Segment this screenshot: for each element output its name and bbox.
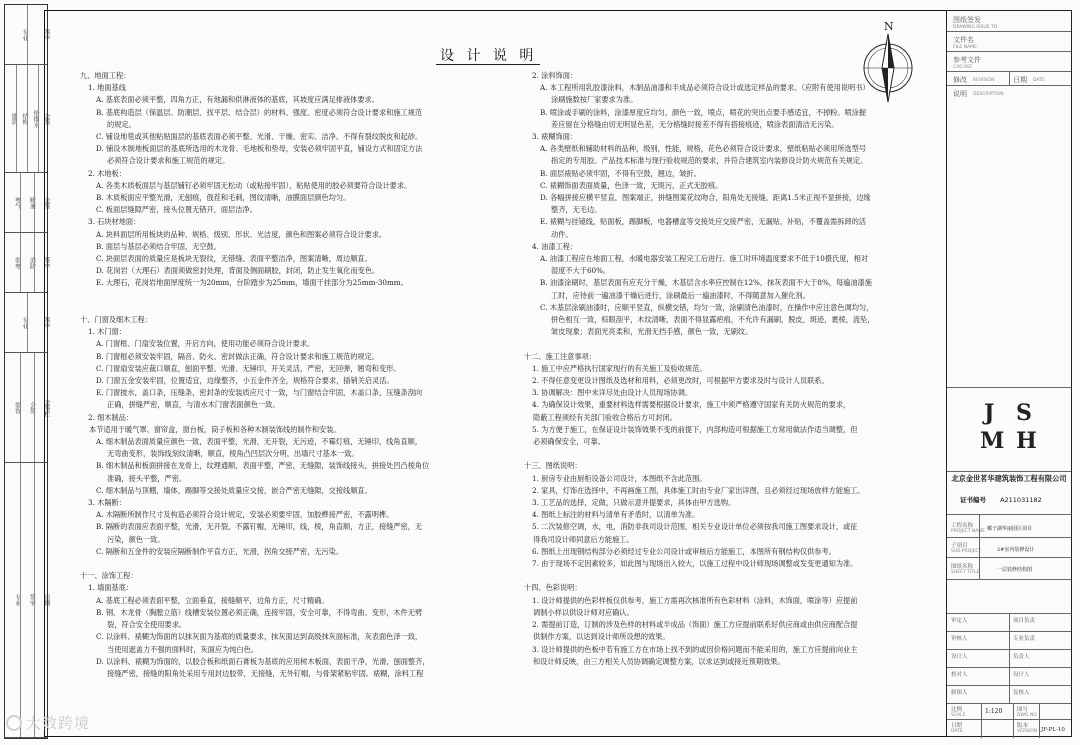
subsection-heading: 5. 二次装修空调，水，电，消防非我司设计范围，相关专业设计单位必须按我司施工图要求设计，或征 — [532, 522, 858, 532]
note-line: 裂，符合安全使用要求。 — [107, 620, 187, 630]
note-line: D. 铺设木制地板面层的基底所选用的木龙骨、毛地板和垫母，安装必须牢固平直，铺设方式和固定方法 — [96, 144, 423, 154]
subsection-heading: 1. 木门窗： — [88, 327, 126, 337]
note-item — [80, 656, 500, 680]
note-item — [80, 131, 500, 143]
signoff-row — [5, 5, 50, 65]
role-label-right: 专业负责 — [1013, 636, 1036, 642]
subsection-heading: 3. 石块材地面： — [88, 217, 141, 227]
revision-en: REVISION — [973, 78, 995, 83]
note-item — [80, 241, 500, 253]
spacer — [524, 338, 940, 350]
company-name: 北京金世茗华建筑装饰工程有限公司 — [951, 474, 1067, 483]
note-continuation: 和设计师反映，由三方相关人员协调确定调整方案，以求达到或接近预期效果。 — [533, 656, 785, 666]
note-line: C. 裱糊饰面表面质量，色泽一致，无斑污，正式无胶痕。 — [540, 180, 723, 190]
date-row-en: DATE — [951, 729, 963, 734]
role-label-right: 设计人 — [1013, 672, 1030, 678]
note-item — [524, 216, 940, 240]
subsection-heading: 3. 裱糊饰面： — [532, 132, 578, 142]
note-line: A. 油漆工程应在地面工程，水暖电器安装工程完工后进行。施工时环境温度要求不低于10摄氏度，相对 — [540, 254, 868, 264]
project-name-en: PROJECT NAME — [951, 529, 986, 534]
note-line: E. 大理石，花岗岩地面厚度统一为20mm，台阶踏步为25mm，墙面干挂部分为25mm-30mm。 — [96, 278, 408, 288]
signoff-cell: 会签 — [34, 173, 49, 232]
note-item — [524, 192, 940, 216]
note-line: 工时，应待前一遍油漆干燥后进行，涂刷最后一遍油漆时，不得随意加入催化剂。 — [551, 290, 810, 300]
note-line: 动件。 — [551, 229, 573, 239]
note-line: D. 花岗岩（大理石）表面须做密封处理，背面及侧面刷胶，封闭，防止发生氧化而变色。 — [96, 266, 380, 276]
note-line: C. 板面层缝隙严密，接头位置无错开，面层洁净。 — [96, 205, 257, 215]
spacer — [80, 558, 500, 570]
note-item — [80, 192, 500, 204]
subsection-heading: 2. 家具，灯饰在选择中，不再画施工图，具体施工时由专业厂家出详图，且必须经过现场放样方能施工。 — [532, 485, 865, 495]
signoff-cell: 装饰 — [13, 401, 21, 414]
note-line: C. 木基层涂刷油漆时，应顺平竖直，纵横交错，均匀一致，涂刷清色油漆时，在操作中应注意色调均匀， — [540, 302, 874, 312]
spacer — [524, 448, 940, 460]
title-block — [946, 10, 1072, 737]
sheet-title-value: 一层装修结构图 — [997, 567, 1033, 573]
note-line: A. 基底表面必须平整，四角方正，有地漏和供淋液体的基底，其坡度应满足排液体要求。 — [96, 95, 379, 105]
note-item — [80, 595, 500, 607]
drawing-no-en: DWG NO — [1017, 713, 1037, 718]
note-line: 拼色相互一致，棕眼刮平，木纹清晰，表面不得显露疤痕，不允许有漏刷，脱皮，斑迹，裹棱，流坠， — [551, 315, 875, 325]
section-heading: 十、门窗及细木工程： — [80, 315, 152, 325]
version-label: 版本 — [1017, 723, 1029, 729]
sub-project-en: SUB-PROJECT — [951, 549, 982, 554]
signoff-row — [5, 233, 50, 293]
page-title: 设 计 说 明 — [440, 48, 538, 64]
drawing-issue-en: DRAWING ISSUE TO — [953, 25, 998, 30]
notes-label: 说明 — [953, 90, 967, 98]
role-label: 制图人 — [951, 690, 968, 696]
subsection-heading: 2. 不得任意变更设计图纸及选材和用料，必须更改时，可根据甲方要求及时与设计人员联系。 — [532, 376, 829, 386]
note-item — [80, 338, 500, 350]
note-item — [524, 107, 940, 131]
note-line: D. 以涂料、裱糊为饰面的，以胶合板和纸面石膏板为基底的应用树木板面，表面干净，光滑，刨面整齐， — [96, 656, 430, 666]
signoff-cell: 会签 — [20, 353, 35, 462]
drawing-issue-label: 图纸签发 — [953, 16, 981, 24]
signoff-row — [5, 65, 50, 173]
note-item — [80, 375, 500, 387]
note-item — [80, 265, 500, 277]
note-item — [80, 277, 500, 289]
logo-letter-s: S — [1016, 400, 1032, 426]
subsection-heading: 4. 为确保设计效果，重要材料选样需要根据设计要求，施工中须严格遵守国家有关防火规范的要求， — [532, 400, 851, 410]
watermark-text: 大数跨境 — [26, 714, 91, 732]
note-line: C. 以涂料、裱糊为饰面的以抹灰面为基底的质量要求，抹灰面达到高级抹灰面标准，灰表面色泽一致， — [96, 632, 423, 642]
notes-en: DESCRIPTION — [973, 92, 1004, 97]
note-item — [80, 94, 500, 106]
scale-en: SCALE — [951, 713, 966, 718]
note-continuation: 本节适用于暖气罩、窗帘盒，窗台板，筒子板和各种木制装饰线的制作和安装。 — [89, 424, 341, 434]
signoff-cell: 结构 — [16, 65, 27, 172]
subsection-heading: 3. 协调解决：图中未详尽处由设计人员现场协调。 — [532, 388, 693, 398]
company-logo — [982, 400, 1042, 456]
note-line: C. 门窗扇安装应裁口顺直，刨面平整、光滑、无锤印，开关灵活，严密，无回弹，翘弯和变形。 — [96, 363, 401, 373]
note-line: B. 钢、木龙骨（胸膛立筋）线槽安装位置必须正确，连接牢固，安全可靠，不得弯曲、变形，木件无劈 — [96, 607, 423, 617]
role-label-right: 复核人 — [1013, 690, 1030, 696]
note-item — [80, 436, 500, 460]
subsection-heading: 1. 施工中应严格执行国家现行的有关施工及验收规范。 — [532, 363, 707, 373]
spacer — [80, 290, 500, 302]
role-label: 审定人 — [951, 618, 968, 624]
subsection-heading: 1. 设计师提供的色彩样板仅供参考，施工方需再次核准所有色彩材料（涂料，木饰面，喷涂等）应提前 — [532, 595, 858, 605]
signoff-cell: 暖通 — [20, 173, 35, 232]
note-item — [524, 253, 940, 277]
project-name-value: 椰子湖华丽园区项目 — [987, 526, 1033, 532]
logo-letter-m: M — [980, 428, 1005, 454]
note-line: 指定的专用胶。产品技术标准与现行验收规范的要求，并符合建筑室内装修设计防火规范有关规定。 — [551, 156, 868, 166]
signoff-cell: 签字 — [34, 233, 49, 292]
note-line: C. 块面层表面的质量应是板块无裂纹，无错缝、表面平整洁净，图案清晰，周边顺直。 — [96, 254, 372, 264]
sub-project-value: 2#室内装修设计 — [997, 547, 1035, 553]
note-item — [80, 229, 500, 241]
note-line: 无弯曲变形，装饰线刻纹清晰，顺直，棱角凸凹层次分明，出墙尺寸基本一致。 — [107, 449, 359, 459]
note-line: 差应留在分格缝由切无明显色差，无分格缝时接差不得有搭接痕迹，喷涂表面清洁无污染。 — [551, 119, 839, 129]
subsection-heading: 3. 木隔断： — [88, 498, 126, 508]
note-continuation: 得我司设计师同意后方能施工。 — [533, 534, 634, 544]
signoff-row — [5, 173, 50, 233]
subsection-heading: 4. 油漆工程： — [532, 241, 578, 251]
notes-column-right — [524, 70, 940, 668]
drawing-no-label: 图号 — [1017, 707, 1029, 713]
subsection-heading: 3. 工艺品的选择，定做，只做示意并提要求，具体由甲方选购。 — [532, 498, 736, 508]
signoff-cell: 签字 — [27, 293, 49, 352]
subsection-heading: 7. 由于现场不定因素较多，如此图与现场出入较大，以施工过程中设计师现场调整或发变更通知为准。 — [532, 559, 858, 569]
note-line: 污染，颜色一致。 — [107, 534, 165, 544]
note-line: D. 门窗五金安装牢固，位置适宜，边缘整齐，小五金件齐全，规格符合要求，插销关启灵活。 — [96, 376, 394, 386]
note-line: C. 铺设地毯或其他粘贴面层的基底表面必须平整、光滑、干燥、密实、洁净。不得有裂纹脱皮和起砂。 — [96, 132, 423, 142]
signoff-row — [5, 293, 50, 353]
signoff-cell: 专业 — [13, 594, 21, 606]
note-line: 必须符合设计要求和施工规范的规定。 — [107, 156, 230, 166]
title-underline — [436, 64, 540, 65]
note-line: C. 隔断和五金件的安装应隔断制作平直方正，光滑，拐角交接严密，无污染。 — [96, 546, 344, 556]
role-label-right: 负责人 — [1013, 654, 1030, 660]
signoff-cell: 给排水 — [27, 65, 38, 172]
signoff-cell: 签字 — [20, 463, 35, 737]
logo-letter-h: H — [1016, 428, 1037, 454]
signoff-row — [5, 353, 50, 463]
section-heading: 十二、施工注意事项： — [524, 351, 596, 361]
sub-project-label: 子项目 — [951, 543, 968, 549]
note-line: 接缝严密，接缝的阳角处采用专用封边胶带，无接缝，无外钉帽，与骨架紧粘牢固。裱糊，涂料工程 — [107, 668, 424, 678]
subsection-heading: 4. 图纸上标注的材料与清单有矛盾时，以清单为准。 — [532, 510, 700, 520]
note-item — [80, 485, 500, 497]
drawing-no-value: JF-PL-10 — [1041, 727, 1065, 733]
signoff-strip — [4, 4, 48, 739]
note-line: 当使用遮盖力不强的面料时，灰面应为纯白色。 — [107, 644, 258, 654]
note-continuation: 供制作方案，以达到设计师所设想的效果。 — [533, 632, 670, 642]
signoff-cell: 弱电 — [13, 256, 21, 269]
subsection-heading: 2. 细木制品： — [88, 412, 134, 422]
note-item — [80, 351, 500, 363]
note-continuation: 隐蔽工程须经有关部门验收合格后方可封闭。 — [533, 412, 677, 422]
signoff-cell: 日期 — [34, 463, 49, 737]
note-item — [80, 363, 500, 375]
note-item — [524, 82, 940, 106]
note-line: 整齐，无毛边。 — [551, 205, 602, 215]
note-line: 涂刷施数按厂家要求为准。 — [551, 95, 638, 105]
note-item — [524, 302, 940, 339]
scale-value: 1:120 — [985, 708, 1003, 715]
note-line: A. 细木制品表面质量应颜色一致，表面平整，光滑，无开裂，无污迹，不霉灯痕，无锤印，线角直顺， — [96, 437, 423, 447]
note-item — [80, 204, 500, 216]
signoff-cell: 专业 — [21, 316, 28, 329]
note-line: 皱皮现象；表面光亮柔和，光滑无挡手感，颜色一致，无刷纹。 — [551, 327, 753, 337]
section-heading: 九、地面工程： — [80, 71, 131, 80]
note-line: D. 各幅拼接应横平竖直，图案端正，拼缝图案花纹吻合，阳角处无接缝，距离1.5米正视不显拼接，边缘 — [540, 193, 871, 203]
note-line: B. 喷涂或手刷的涂料，涂漆厚度应均匀，颜色一致，喷点，喷花的突出点要手感适宜，不掉粉。喷涂握 — [540, 107, 867, 117]
note-line: B. 细木制品和板面拼接在龙骨上，纹理通顺，表面平整，严密，无缝隙，装饰线接头，拼接处凹凸棱角位 — [96, 461, 430, 471]
signoff-cell: 会签栏 — [34, 353, 49, 462]
subsection-heading: 2. 涂料饰面： — [532, 71, 578, 80]
note-line: B. 面层与基层必须结合牢固，无空鼓。 — [96, 241, 221, 251]
note-line: E. 裱糊与挂镜线，贴面板，踢脚板，电器槽盒等交接处应交接严密，无漏贴，补贴，不覆盖需拆卸的活 — [540, 217, 867, 227]
role-label: 审核人 — [951, 636, 968, 642]
note-line: B. 油漆涂刷时，基层表面有应充分干燥，木基层含水率应控制在12%，抹灰表面不大于8%，每遍油漆施 — [540, 278, 872, 288]
subsection-heading: 6. 图纸上出现钢结构部分必须经过专业公司设计或审核后方能施工，本图所有钢结构仅供参考。 — [532, 546, 836, 556]
sheet-title-label: 图纸名称 — [951, 564, 974, 570]
note-line: B. 隔断的表面应表面平整，光滑，无开裂，不露钉帽，无锤印，线，棱，角直顺，方正，接缝严密，无 — [96, 522, 423, 532]
file-name-en: FILE NAME — [953, 45, 977, 50]
date-en: DATE — [1033, 78, 1045, 83]
note-item — [80, 180, 500, 192]
note-item — [524, 143, 940, 167]
signoff-cell: 签字 — [27, 5, 49, 64]
note-item — [80, 387, 500, 411]
version-en: VERSION — [1017, 729, 1038, 734]
subsection-heading: 3. 设计师提供的色板中若有施工方在市场上找不到的或因价格问题而不能采用的，施工方应提前向业主 — [532, 644, 858, 654]
signoff-row — [5, 463, 50, 738]
note-item — [80, 143, 500, 167]
subsection-heading: 2. 需提前订造，订制的涉及色样的材料或半成品（饰面）施工方应提前联系好供应商或由供应商配合提 — [532, 620, 858, 630]
role-label: 校对人 — [951, 672, 968, 678]
note-item — [524, 180, 940, 192]
date-row-label: 日期 — [951, 723, 963, 729]
note-continuation: 调制小样以供设计师对应确认。 — [533, 607, 634, 617]
note-line: A. 各类壁纸和辅助材料的品种，级别，性能，规格，花色必须符合设计要求，壁纸粘贴必须用所选型号 — [540, 144, 867, 154]
subsection-heading: 1. 墙面基底： — [88, 583, 134, 593]
note-line: C. 细木制品与顶棚，墙体，踢脚等交接处质量应交接，嵌合严密无缝隙，交接线顺直。 — [96, 485, 372, 495]
note-item — [80, 521, 500, 545]
note-line: A. 块料面层所用板块的品种、规格、级别、形状、光洁度，颜色和图案必须符合设计要求。 — [96, 229, 387, 239]
note-line: B. 门窗框必须安装牢固，隔音、防火、密封做法正确，符合设计要求和施工规范的规定。 — [96, 351, 379, 361]
note-line: 的规定。 — [107, 119, 136, 129]
role-label-right: 项目负责 — [1013, 618, 1036, 624]
spacer — [524, 570, 940, 582]
project-name-label: 工程名称 — [951, 523, 974, 529]
section-heading: 十三、图纸说明： — [524, 461, 582, 471]
note-line: 正确，拼缝严密，顺直，与清水木门窗表面颜色一致。 — [107, 400, 280, 410]
note-item — [80, 107, 500, 131]
subsection-heading: 1. 厨房专业由厨柜设备公司设计，本图纸不含此范围。 — [532, 473, 707, 483]
role-label: 设计人 — [951, 654, 968, 660]
note-line: A. 门窗框、门扇安装位置，开启方向，使用功能必须符合设计要求。 — [96, 339, 315, 349]
sheet-title-en: SHEET TITLE — [951, 570, 980, 575]
note-line: E. 门窗披水，盖口条，压缝条，密封条的安装质应尺寸一致，与门窗结合牢固，木盖口条，压缝条刮向 — [96, 388, 423, 398]
subsection-heading: 5. 为方便于施工，在保证设计装饰效果不变的前提下，内部构造可根据施工方常用做法作适当调整，但 — [532, 424, 858, 434]
note-item — [80, 631, 500, 655]
signoff-cell: 会签 — [38, 65, 49, 172]
signoff-cell: 电气 — [13, 196, 21, 209]
cert-number: A211031182 — [1000, 496, 1042, 504]
scale-label: 比例 — [951, 707, 963, 713]
note-continuation: 必须确保安全，可靠。 — [533, 437, 605, 447]
note-item — [80, 253, 500, 265]
signoff-cell: 建筑 — [10, 112, 17, 125]
logo-letter-j: J — [984, 400, 995, 426]
watermark-icon — [6, 715, 22, 731]
watermark — [6, 712, 90, 733]
notes-column-left — [80, 70, 500, 680]
cad-ref-en: CAD REF — [953, 65, 973, 70]
note-line: 准确，接头平整，严密。 — [107, 473, 187, 483]
note-item — [524, 277, 940, 301]
north-label: N — [884, 20, 894, 33]
revision-label: 修改 — [953, 76, 967, 84]
certificate-row — [960, 495, 1042, 504]
signoff-cell: 消防 — [20, 233, 35, 292]
date-label: 日期 — [1013, 76, 1027, 84]
note-item — [80, 607, 500, 631]
subsection-heading: 2. 木地板： — [88, 168, 126, 178]
note-line: A. 本工程所用乳胶漆涂料，木制品油漆和半成品必须符合设计或选定样品的要求。（应附有使用说明书） — [540, 83, 870, 93]
file-name-label: 文件名 — [953, 36, 974, 44]
cad-ref-label: 参考文件 — [953, 56, 981, 64]
note-line: B. 面层裱贴必须牢固，不得有空鼓，翘边，皱折。 — [540, 168, 701, 178]
section-heading: 十一、涂饰工程： — [80, 571, 138, 581]
subsection-heading: 1. 地面基线 — [88, 83, 126, 93]
note-line: B. 木质板面应平整光滑，无刨痕，戗茬和毛刺，图纹清晰，油膜面层颜色均匀。 — [96, 193, 351, 203]
note-line: A. 基底工程必须表面平整，立面垂直，接缝顺平，边角方正，尺寸精确。 — [96, 595, 329, 605]
roles-grid — [947, 613, 1071, 703]
note-line: B. 基底构造层（保温层、防潮层、找平层、结合层）的材料、强度、密度必须符合设计要求和施工规范 — [96, 107, 423, 117]
note-item — [80, 546, 500, 558]
signoff-cell: 专业 — [21, 28, 28, 41]
note-item — [80, 460, 500, 484]
note-item — [524, 168, 940, 180]
spacer — [80, 302, 500, 314]
cert-label: 证书编号 — [960, 496, 986, 504]
note-item — [80, 509, 500, 521]
note-line: A. 各类木质板面层与基层铺钉必须牢固无松动（或粘接牢固），粘贴使用的胶必须要符合设计要求。 — [96, 180, 412, 190]
note-line: 湿度不大于60%。 — [551, 266, 611, 276]
section-heading: 十四、色彩说明： — [524, 583, 582, 593]
note-line: A. 木隔断所制作尺寸及构造必须符合设计规定，安装必须要牢固，加胶榫接严密，不露明榫。 — [96, 510, 394, 520]
